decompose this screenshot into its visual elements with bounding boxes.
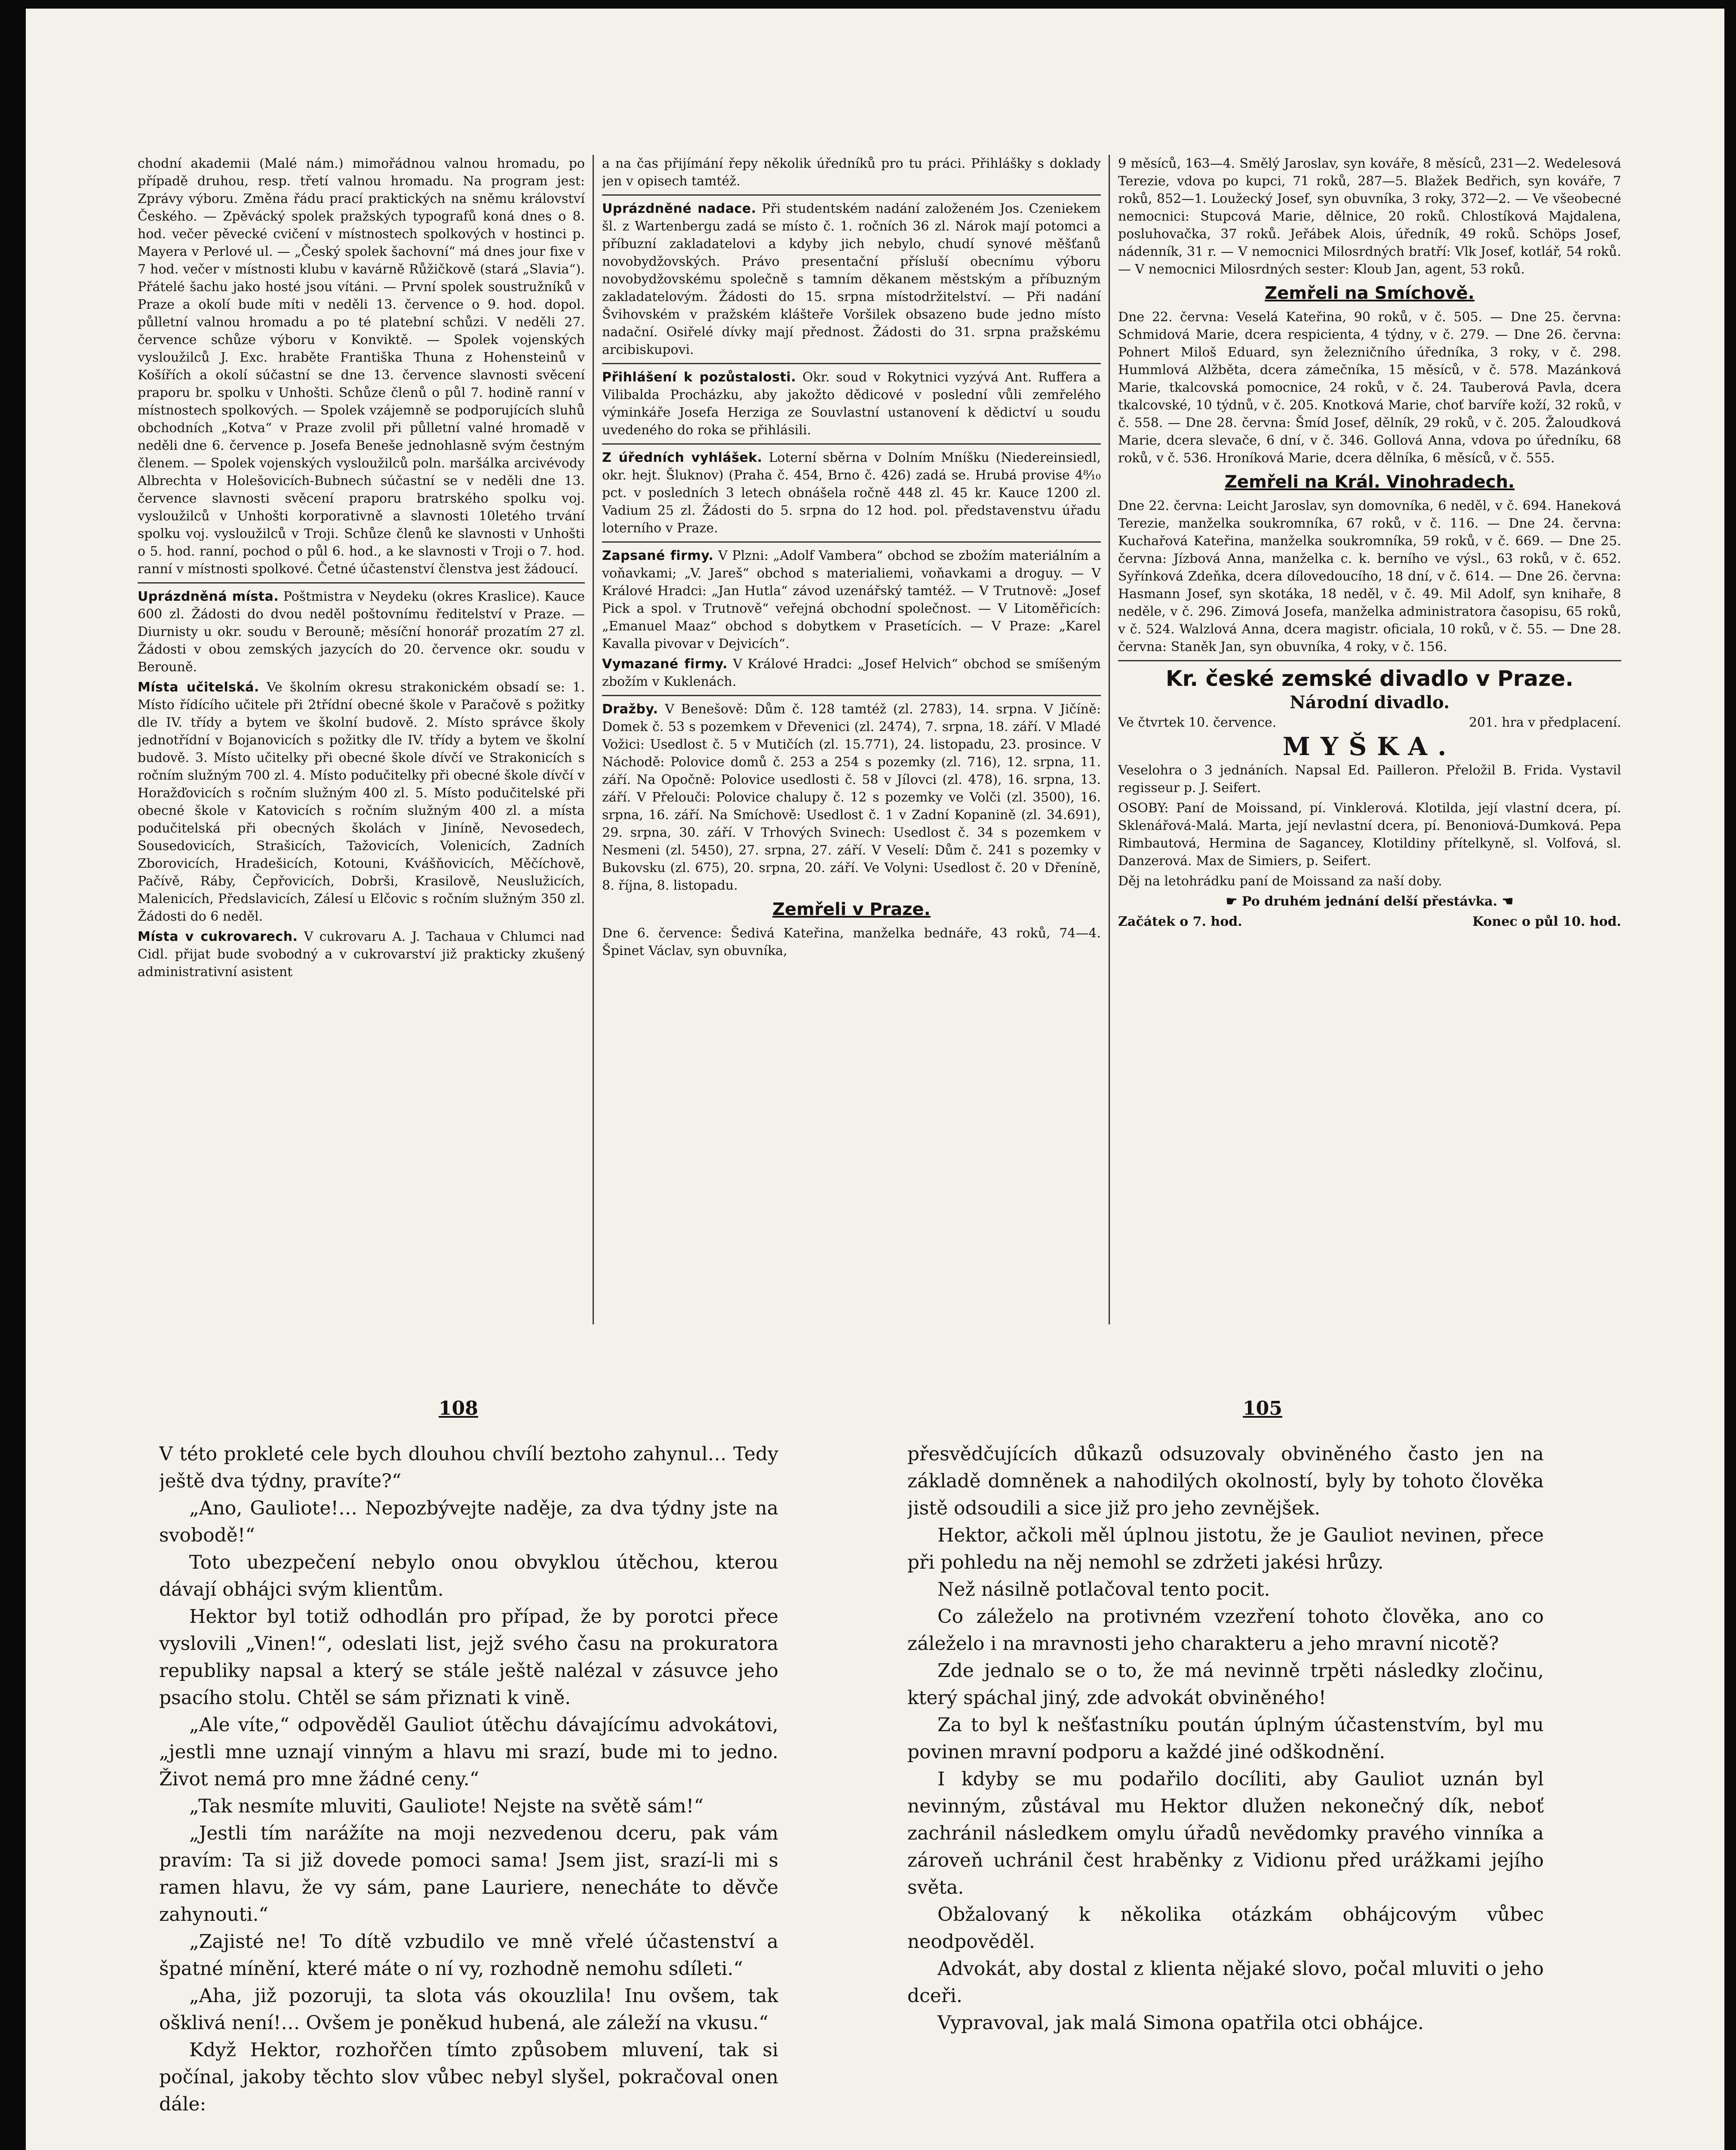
book-paragraph: „Tak nesmíte mluviti, Gauliote! Nejste na světě sám!“ bbox=[189, 1795, 704, 1817]
section-divider bbox=[602, 541, 1101, 543]
section-title: Uprázdněné nadace. bbox=[602, 201, 756, 216]
book-paragraph: „Aha, již pozoruji, ta slota vás okouzlila! Inu ovšem, tak ošklivá není!… Ovšem je poněkud hubená, ale záleží na vkusu.“ bbox=[159, 1985, 778, 2034]
deaths-smichov-heading: Zemřeli na Smíchově. bbox=[1265, 283, 1475, 303]
section-text: V Králové Hradci: „Josef Helvich“ obchod se smíšeným zbožím v Kuklenách. bbox=[602, 657, 1101, 689]
section-divider bbox=[602, 443, 1101, 445]
book-paragraph: Toto ubezpečení nebylo onou obvyklou útěchou, kterou dávají obhájci svým klientům. bbox=[159, 1551, 778, 1600]
news-column-2 bbox=[602, 155, 1101, 1333]
section-title: Zapsané firmy. bbox=[602, 548, 714, 563]
news-paragraph: Dne 6. července: Šedivá Kateřina, manželka bednáře, 43 roků, 74—4. Špinet Václav, syn obuvníka, bbox=[602, 926, 1101, 958]
section-divider bbox=[138, 582, 585, 584]
section-divider bbox=[602, 695, 1101, 696]
deaths-prague-heading: Zemřeli v Praze. bbox=[772, 900, 931, 919]
book-paragraph: přesvědčujících důkazů odsuzovaly obviněného často jen na základě domněnek a nahodilých okolností, byly by tohoto člověka jistě odsoudili a sice již pro jeho zevnějšek. bbox=[907, 1443, 1544, 1519]
news-paragraph bbox=[138, 928, 585, 981]
theatre-date: Ve čtvrtek 10. července. bbox=[1118, 715, 1277, 730]
book-page-left bbox=[159, 1440, 778, 2150]
news-paragraph: Veselohra o 3 jednáních. Napsal Ed. Pailleron. Přeložil B. Frida. Vystavil regisseur p. J. Seifert. bbox=[1118, 763, 1621, 796]
section-text: V Plzni: „Adolf Vambera“ obchod se zbožím materiálním a voňavkami; „V. Jareš“ obchod s materialiemi, voňavkami a droguy. — V Králové Hradci: „Jan Hutla“ závod uzenářský tamtéž. — V Trutnově: „Josef Pick a spol. v Trutnově“ veřejná obchodní společnost. — V Litoměřicích: „Emanuel Maaz“ obchod s dobytkem v Prasetících. — V Praze: „Karel Kavalla pivovar v Dejvicích“. bbox=[602, 548, 1101, 651]
theatre-times bbox=[1118, 913, 1621, 931]
news-paragraph bbox=[602, 547, 1101, 653]
news-paragraph bbox=[602, 449, 1101, 537]
book-paragraph: V této prokleté cele bych dlouhou chvílí beztoho zahynul… Tedy ještě dva týdny, pravíte?“ bbox=[159, 1443, 778, 1492]
book-page-right bbox=[907, 1440, 1544, 2150]
section-title: Místa v cukrovarech. bbox=[138, 929, 298, 944]
book-paragraph: „Ale víte,“ odpověděl Gauliot útěchu dávajícímu advokátovi, „jestli mne uznají vinným a hlavu mi srazí, bude mi to jedno. Život nemá pro mne žádné ceny.“ bbox=[159, 1714, 778, 1790]
section-title: Dražby. bbox=[602, 702, 658, 717]
news-paragraph: Dne 22. června: Veselá Kateřina, 90 roků, v č. 505. — Dne 25. června: Schmidová Marie, dcera respicienta, 4 týdny, v č. 279. — Dne 26. června: Pohnert Miloš Eduard, syn železničního úředníka, 3 roky, v č. 298. Hummlová Alžběta, dcera zámečníka, 15 měsíců, v č. 578. Mazánková Marie, tkalcovská pomocnice, 24 roků, v č. 24. Tauberová Pavla, dcera tkalcovské, 10 týdnů, v č. 205. Knotková Marie, choť barvíře koží, 32 roků, v č. 558. — Dne 28. června: Šmíd Josef, dělník, 29 roků, v č. 205. Žaloudková Marie, dcera slevače, 6 dní, v č. 346. Gollová Anna, vdova po úředníku, 68 roků, v č. 536. Hroníková Marie, dcera dělníka, 6 měsíců, v č. 555. bbox=[1118, 310, 1621, 466]
section-text: Loterní sběrna v Dolním Mníšku (Niedereinsiedl, okr. hejt. Šluknov) (Praha č. 454, Brno č. 426) zadá se. Hrubá provise 4⁸⁄₁₀ pct. v posledních 3 letech obnášela ročně 448 zl. 45 kr. Kauce 1200 zl. Vadium 25 zl. Žádosti do 5. srpna do 12 hod. pol. představenstvu úřadu loterního v Praze. bbox=[602, 450, 1101, 536]
column-rule bbox=[1109, 155, 1110, 1324]
section-text: Ve školním okresu strakonickém obsadí se: 1. Místo řídícího učitele při 2třídní obecné škole v Paračově s požitky dle IV. třídy a bytem ve školní budově. 2. Místo správce školy jednotřídní v Bojanovicích s požitky dle IV. třídy a bytem ve školní budově. 3. Místo učitelky při obecné škole dívčí ve Strakonicích s ročním služným 700 zl. 4. Místo podučitelky při obecné škole dívčí v Horažďovicích s ročním služným 400 zl. 5. Místo podučitelské při obecné škole v Katovicích s ročním služným 400 zl. a místa podučitelská při obecných školách v Jiníně, Nevosedech, Sousedovicích, Strašicích, Tažovicích, Volenicích, Zadních Zborovicích, Hradešicích, Kotouni, Kvášňovicích, Měčíchově, Pačívě, Ráby, Čepřovicích, Dobrši, Krasilově, Neuslužicích, Malenicích, Předslavicích, Zálesí u Elčovic s ročním služným 350 zl. Žádosti do 6 neděl. bbox=[138, 680, 585, 924]
news-paragraph: Děj na letohrádku paní de Moissand za naší doby. bbox=[1118, 874, 1442, 889]
book-paragraph: Advokát, aby dostal z klienta nějaké slovo, počal mluviti o jeho dceři. bbox=[907, 1958, 1544, 2007]
news-paragraph bbox=[138, 679, 585, 925]
book-paragraph: Vypravoval, jak malá Simona opatřila otci obhájce. bbox=[937, 2012, 1424, 2034]
book-paragraph: Co záleželo na protivném vzezření tohoto člověka, ano co záleželo i na mravnosti jeho charakteru a jeho mravní nicotě? bbox=[907, 1606, 1544, 1655]
section-text: V cukrovaru A. J. Tachaua v Chlumci nad Cidl. přijat bude svobodný a v cukrovarství již prakticky zkušený administrativní asistent bbox=[138, 929, 585, 980]
news-paragraph: ☛ Po druhém jednání delší přestávka. ☚ bbox=[1226, 894, 1514, 909]
page-number-left: 108 bbox=[439, 1398, 478, 1419]
book-paragraph: Než násilně potlačoval tento pocit. bbox=[937, 1579, 1270, 1600]
section-title: Uprázdněná místa. bbox=[138, 589, 279, 604]
scanned-page bbox=[26, 9, 1724, 2150]
section-text: Poštmistra v Neydeku (okres Kraslice). Kauce 600 zl. Žádosti do dvou neděl poštovnímu ředitelství v Praze. — Diurnisty u okr. soudu v Berouně; měsíční honorář prozatím 27 zl. Žádosti v obou zemských jazycích do 20. července okr. soudu v Berouně. bbox=[138, 589, 585, 675]
book-paragraph: Hektor, ačkoli měl úplnou jistotu, že je Gauliot nevinen, přece při pohledu na něj nemohl se zdržeti jakési hrůzy. bbox=[907, 1524, 1544, 1573]
section-title: Přihlášení k pozůstalosti. bbox=[602, 370, 796, 385]
book-paragraph: Hektor byl totiž odhodlán pro případ, že by porotci přece vyslovili „Vinen!“, odeslati list, jejž svého času na prokuratora republiky napsal a který se stále ještě nalézal v zásuvce jeho psacího stolu. Chtěl se sám přiznati k vině. bbox=[159, 1606, 778, 1709]
newspaper-clipping bbox=[138, 155, 1681, 1333]
news-paragraph bbox=[602, 700, 1101, 894]
section-divider bbox=[1118, 660, 1621, 661]
news-paragraph bbox=[602, 369, 1101, 439]
deaths-vinohrady-heading: Zemřeli na Král. Vinohradech. bbox=[1224, 472, 1515, 492]
section-title: Vymazané firmy. bbox=[602, 657, 728, 672]
book-paragraph: „Zajisté ne! To dítě vzbudilo ve mně vřelé účastenství a špatné mínění, které máte o ní vy, rozhodně nemohu sdíleti.“ bbox=[159, 1931, 778, 1980]
book-paragraph: I kdyby se mu podařilo docíliti, aby Gauliot uznán byl nevinným, zůstával mu Hektor dlužen nekonečný dík, neboť zachránil následkem omylu úřadů nevědomky pravého vinníka a zároveň uchránil čest hraběnky z Vidionu před urážkami jejího světa. bbox=[907, 1768, 1544, 1898]
news-paragraph bbox=[138, 588, 585, 676]
news-paragraph bbox=[602, 200, 1101, 359]
end-time: Konec o půl 10. hod. bbox=[1472, 914, 1621, 929]
section-divider bbox=[602, 194, 1101, 196]
news-paragraph: OSOBY: Paní de Moissand, pí. Vinklerová. Klotilda, její vlastní dcera, pí. Sklenářová-Malá. Marta, její nevlastní dcera, pí. Benoniová-Dumková. Pepa Rimbautová, Hermina de Sagancey, Klotildiny přítelkyně, sl. Volfová, sl. Danzerová. Max de Simiers, p. Seifert. bbox=[1118, 801, 1621, 869]
theatre-subscription: 201. hra v předplacení. bbox=[1469, 715, 1621, 730]
theatre-date-line bbox=[1118, 714, 1621, 731]
news-paragraph: Dne 22. června: Leicht Jaroslav, syn domovníka, 6 neděl, v č. 694. Haneková Terezie, manželka soukromníka, 67 roků, v č. 116. — Dne 24. června: Kuchařová Kateřina, manželka soukromníka, 59 roků, v č. 669. — Dne 25. června: Jízbová Anna, manželka c. k. berního ve výsl., 63 roků, v č. 652. Syřínková Zdeňka, dcera dílovedoucího, 18 dní, v č. 614. — Dne 26. června: Hasmann Josef, syn skotáka, 18 neděl, v č. 49. Mil Adolf, syn knihaře, 8 neděle, v č. 296. Zimová Josefa, manželka administratora časopisu, 65 roků, v č. 524. Walzlová Anna, dcera magistr. oficiala, 10 roků, v č. 55. — Dne 28. června: Staněk Jan, syn obuvníka, 4 roky, v č. 156. bbox=[1118, 498, 1621, 654]
news-column-3 bbox=[1118, 155, 1621, 1333]
page-number-right: 105 bbox=[1243, 1398, 1282, 1419]
book-paragraph: „Ano, Gauliote!… Nepozbývejte naděje, za dva týdny jste na svobodě!“ bbox=[159, 1497, 778, 1546]
book-paragraph: Za to byl k nešťastníku poután úplným účastenstvím, byl mu povinen mravní podporu a každé jiné odškodnění. bbox=[907, 1714, 1544, 1763]
section-divider bbox=[602, 363, 1101, 364]
book-paragraph: Obžalovaný k několika otázkám obhájcovým vůbec neodpověděl. bbox=[907, 1904, 1544, 1953]
theatre-subtitle: Národní divadlo. bbox=[1290, 692, 1450, 713]
news-column-1 bbox=[138, 155, 585, 1333]
section-title: Místa učitelská. bbox=[138, 680, 259, 695]
section-title: Z úředních vyhlášek. bbox=[602, 450, 762, 465]
section-text: Při studentském nadání založeném Jos. Czeniekem šl. z Wartenbergu zadá se místo č. 1. ročních 36 zl. Nárok mají potomci a příbuzní zakladatelovi a kdyby jich nebylo, chudí synové měšťanů novobydžovských. Právo presentační přísluší obecnímu výboru novobydžovskému společně s tamním děkanem městským a příbuzným zakladatelovým. Žádosti do 15. srpna místodržitelství. — Při nadání Švihovském v pražském klášteře Voršilek obsazeno bude jedno místo nadační. Osiřelé dívky mají přednost. Žádosti do 31. srpna pražskému arcibiskupovi. bbox=[602, 201, 1101, 357]
book-paragraph: Zde jednalo se o to, že má nevinně trpěti následky zločinu, který spáchal jiný, zde advokát obviněného! bbox=[907, 1660, 1544, 1709]
section-text: V Benešově: Dům č. 128 tamtéž (zl. 2783), 14. srpna. V Jičíně: Domek č. 53 s pozemkem v Dřevenici (zl. 2474), 7. srpna, 18. září. V Mladé Vožici: Usedlost č. 5 v Mutičích (zl. 15.771), 24. listopadu, 23. prosince. V Náchodě: Polovice domů č. 253 a 254 s pozemky (zl. 716), 12. srpna, 11. září. Na Opočně: Polovice usedlosti č. 58 v Jílovci (zl. 478), 16. srpna, 13. září. V Přelouči: Polovice chalupy č. 12 s pozemky ve Volči (zl. 3500), 16. srpna, 16. září. Na Smíchově: Usedlost č. 1 v Zadní Kopanině (zl. 34.691), 29. srpna, 30. září. V Trhových Svinech: Usedlost č. 34 s pozemkem v Nesmeni (zl. 5450), 27. srpna, 27. září. V Veselí: Dům č. 241 s pozemky v Bukovsku (zl. 675), 20. srpna, 20. září. Ve Volyni: Usedlost č. 20 v Dřeníně, 8. října, 8. listopadu. bbox=[602, 702, 1101, 893]
column-rule bbox=[593, 155, 594, 1324]
news-paragraph: a na čas přijímání řepy několik úředníků pro tu práci. Přihlášky s doklady jen v opisech tamtéž. bbox=[602, 156, 1101, 189]
theatre-title: Kr. české zemské divadlo v Praze. bbox=[1165, 666, 1574, 691]
news-paragraph: 9 měsíců, 163—4. Smělý Jaroslav, syn kováře, 8 měsíců, 231—2. Wedelesová Terezie, vdova po kupci, 71 roků, 287—5. Blažek Bedřich, syn kováře, 7 roků, 852—1. Loužecký Josef, syn obuvníka, 3 roky, 372—2. — Ve všeobecné nemocnici: Stupcová Marie, dělnice, 20 roků. Chlostíková Majdalena, posluhovačka, 37 roků. Jeřábek Alois, úředník, 49 roků. Schöps Josef, nádenník, 31 r. — V nemocnici Milosrdných bratří: Vlk Josef, kotlář, 54 roků. — V nemocnici Milosrdných sester: Kloub Jan, agent, 53 roků. bbox=[1118, 156, 1621, 277]
play-title: MYŠKA. bbox=[1282, 732, 1457, 761]
news-paragraph bbox=[602, 655, 1101, 691]
start-time: Začátek o 7. hod. bbox=[1118, 914, 1242, 929]
book-paragraph: Když Hektor, rozhořčen tímto způsobem mluvení, tak si počínal, jakoby těchto slov vůbec nebyl slyšel, pokračoval onen dále: bbox=[159, 2039, 778, 2115]
section-text: Okr. soud v Rokytnici vyzývá Ant. Ruffera a Vilibalda Procházku, aby jakožto dědicové v poslední vůli zemřelého výminkáře Josefa Herziga ze Souvlastní ustanovení k dědictví u soudu uvedeného do roka se přihlásili. bbox=[602, 370, 1101, 438]
news-paragraph: chodní akademii (Malé nám.) mimořádnou valnou hromadu, po případě druhou, resp. třetí valnou hromadu. Na program jest: Zprávy výboru. Změna řádu prací praktických na sněmu království Českého. — Zpěvácký spolek pražských typografů koná dnes o 8. hod. večer pěvecké cvičení v místnostech spolkových v hostinci p. Mayera v Perlové ul. — „Český spolek šachovní“ má dnes jour fixe v 7 hod. večer v místnosti klubu v kavárně Růžičkově (stará „Slavia“). Přátelé šachu jako hosté jsou vítáni. — První spolek soustružníků v Praze a okolí bude míti v neděli 13. července o 9. hod. dopol. půlletní valnou hromadu a po té platební schůzi. V neděli 27. července schůze výboru v Konviktě. — Spolek vojenských vysloužilců J. Exc. hraběte Františka Thuna z Hohensteinů v Košířích a okolí súčastní se dne 13. července slavnosti svěcení praporu br. spolku v Unhošti. Schůze členů o půl 7. hodině ranní v místnostech spolkových. — Spolek vzájemně se podporujících sluhů obchodních „Kotva“ v Praze zvolil při půlletní valné hromadě v neděli dne 6. července p. Josefa Beneše jednohlasně svým čestným členem. — Spolek vojenských vysloužilců poln. maršálka arcivévody Albrechta v Holešovicích-Bubnech súčastní se v neděli dne 13. července slavnosti svěcení praporu bratrského spolku voj. vysloužilců v Unhošti korporativně a slavnosti 10letého trvání spolku voj. vysloužilců v Troji. Schůze členů ke slavnosti v Unhošti o 5. hod. ranní, pochod o půl 6. hod., a ke slavnosti v Troji o 7. hod. ranní v místnosti spolkové. Četné účastenství členstva jest žádoucí. bbox=[138, 156, 585, 577]
book-paragraph: „Jestli tím narážíte na moji nezvedenou dceru, pak vám pravím: Ta si již dovede pomoci sama! Jsem jist, srazí-li mi s ramen hlavu, že vy sám, pane Lauriere, nenecháte to děvče zahynouti.“ bbox=[159, 1822, 778, 1926]
